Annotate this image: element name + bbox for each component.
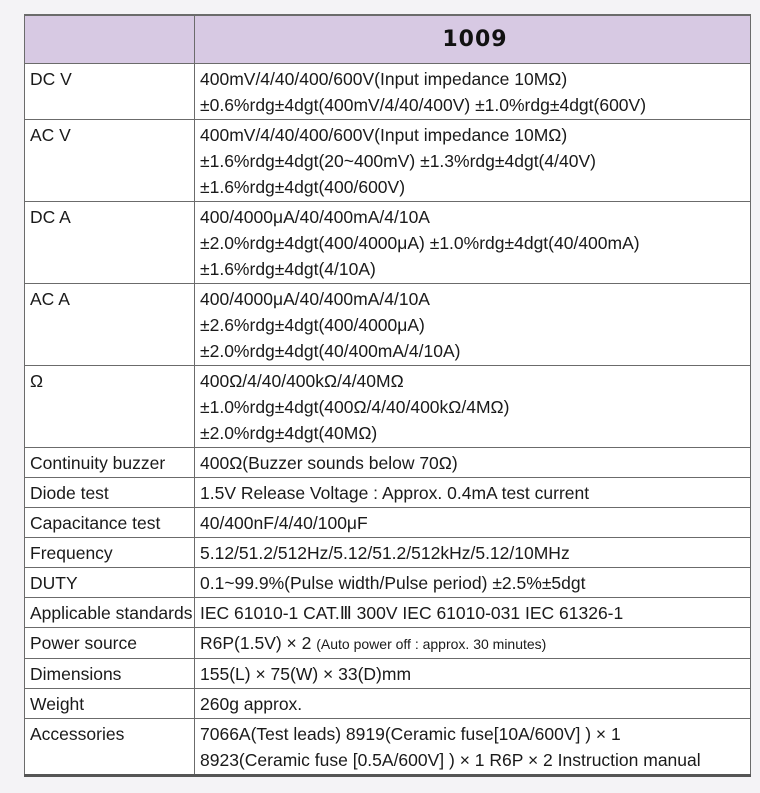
value-line: 155(L) × 75(W) × 33(D)mm (200, 664, 412, 684)
value-line: ±2.6%rdg±4dgt(400/4000μA) (200, 315, 425, 335)
table-row-frequency (25, 538, 751, 568)
value-line: 40/400nF/4/40/100μF (200, 513, 368, 533)
row-value (195, 448, 751, 478)
row-value (195, 64, 751, 120)
table-row-duty (25, 568, 751, 598)
table-row-applicable-standards (25, 598, 751, 628)
row-label: Applicable standards (25, 598, 195, 628)
table-header-row (25, 15, 751, 64)
value-line: 8923(Ceramic fuse [0.5A/600V] ) × 1 R6P × 2 Instruction manual (200, 750, 701, 770)
table-row-power-source (25, 628, 751, 659)
value-line: 400mV/4/40/400/600V(Input impedance 10MΩ) (200, 69, 568, 89)
model-number: 1009 (195, 15, 751, 64)
row-label: Diode test (25, 478, 195, 508)
row-label: Capacitance test (25, 508, 195, 538)
value-line: ±1.6%rdg±4dgt(4/10A) (200, 259, 376, 279)
value-line: 260g approx. (200, 694, 303, 714)
row-value (195, 202, 751, 284)
row-label: Dimensions (25, 659, 195, 689)
row-value (195, 628, 751, 659)
row-label: Power source (25, 628, 195, 659)
value-line (200, 630, 750, 657)
table-row-accessories (25, 719, 751, 776)
table-row-dc-v (25, 64, 751, 120)
row-value (195, 568, 751, 598)
row-value (195, 120, 751, 202)
row-label: Weight (25, 689, 195, 719)
row-label: Accessories (25, 719, 195, 776)
row-label: DUTY (25, 568, 195, 598)
row-label: Frequency (25, 538, 195, 568)
table-row-capacitance-test (25, 508, 751, 538)
row-value (195, 538, 751, 568)
table-row-continuity-buzzer (25, 448, 751, 478)
value-line: IEC 61010-1 CAT.Ⅲ 300V IEC 61010-031 IEC 61326-1 (200, 603, 624, 623)
table-row-ac-v (25, 120, 751, 202)
power-source-note: (Auto power off : approx. 30 minutes) (316, 636, 547, 652)
value-line: ±1.0%rdg±4dgt(400Ω/4/40/400kΩ/4MΩ) (200, 397, 510, 417)
table-row-dimensions (25, 659, 751, 689)
header-blank-cell (25, 15, 195, 64)
value-line: 0.1~99.9%(Pulse width/Pulse period) ±2.5%±5dgt (200, 573, 586, 593)
value-line: 5.12/51.2/512Hz/5.12/51.2/512kHz/5.12/10MHz (200, 543, 570, 563)
row-label: AC V (25, 120, 195, 202)
value-line: ±2.0%rdg±4dgt(40/400mA/4/10A) (200, 341, 461, 361)
table-row-ac-a (25, 284, 751, 366)
value-line: 1.5V Release Voltage : Approx. 0.4mA test current (200, 483, 590, 503)
spec-table (24, 14, 751, 777)
table-row-resistance (25, 366, 751, 448)
value-line: ±1.6%rdg±4dgt(20~400mV) ±1.3%rdg±4dgt(4/40V) (200, 151, 596, 171)
table-row-dc-a (25, 202, 751, 284)
value-line: 7066A(Test leads) 8919(Ceramic fuse[10A/600V] ) × 1 (200, 724, 621, 744)
row-value (195, 478, 751, 508)
value-line: 400Ω/4/40/400kΩ/4/40MΩ (200, 371, 404, 391)
row-label: Ω (25, 366, 195, 448)
table-row-weight (25, 689, 751, 719)
table-row-diode-test (25, 478, 751, 508)
value-line: ±2.0%rdg±4dgt(40MΩ) (200, 423, 378, 443)
row-value (195, 284, 751, 366)
spec-sheet (24, 14, 750, 777)
power-source-main: R6P(1.5V) × 2 (200, 633, 312, 653)
row-value (195, 689, 751, 719)
row-label: AC A (25, 284, 195, 366)
value-line: 400Ω(Buzzer sounds below 70Ω) (200, 453, 458, 473)
value-line: ±2.0%rdg±4dgt(400/4000μA) ±1.0%rdg±4dgt(40/400mA) (200, 233, 640, 253)
row-label: DC A (25, 202, 195, 284)
row-value (195, 508, 751, 538)
row-value (195, 598, 751, 628)
row-value (195, 366, 751, 448)
value-line: 400mV/4/40/400/600V(Input impedance 10MΩ) (200, 125, 568, 145)
value-line: 400/4000μA/40/400mA/4/10A (200, 207, 430, 227)
value-line: ±1.6%rdg±4dgt(400/600V) (200, 177, 406, 197)
row-value (195, 719, 751, 776)
row-value (195, 659, 751, 689)
value-line: 400/4000μA/40/400mA/4/10A (200, 289, 430, 309)
row-label: Continuity buzzer (25, 448, 195, 478)
value-line: ±0.6%rdg±4dgt(400mV/4/40/400V) ±1.0%rdg±4dgt(600V) (200, 95, 647, 115)
row-label: DC V (25, 64, 195, 120)
